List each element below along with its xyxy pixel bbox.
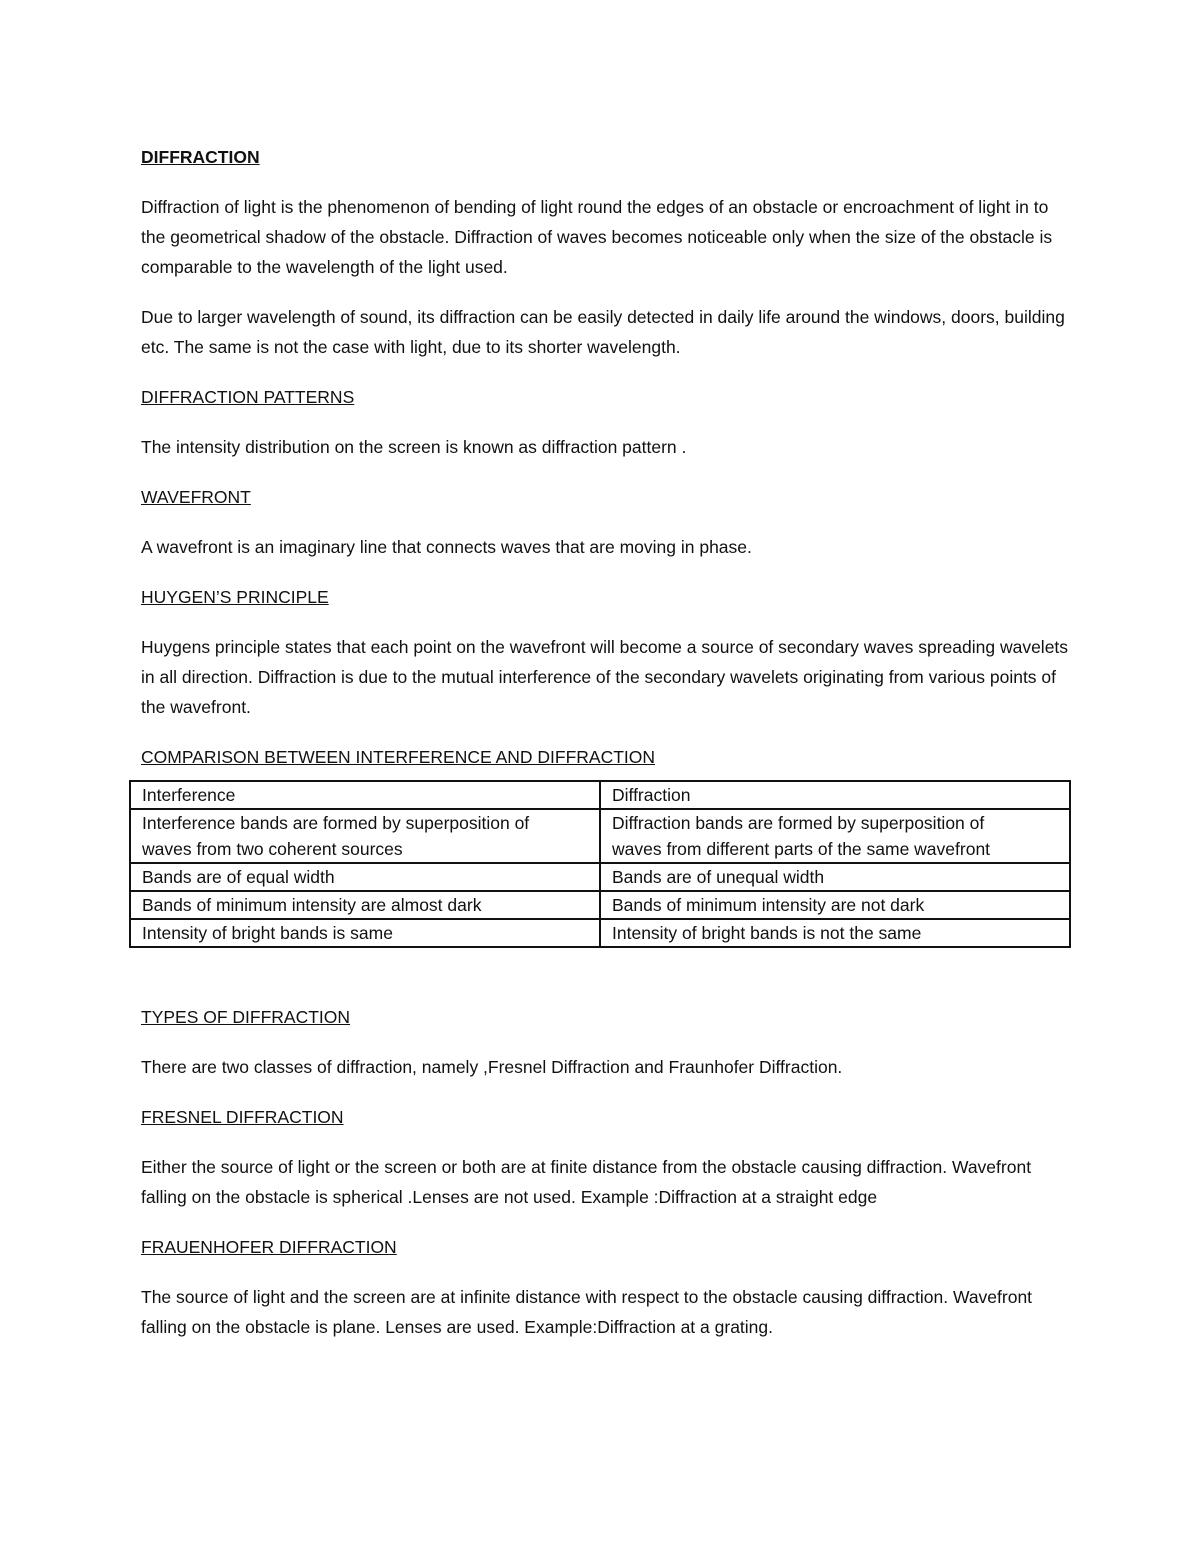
section-heading-types-of-diffraction: TYPES OF DIFFRACTION bbox=[141, 1007, 351, 1027]
table-cell-text: Interference bands are formed by superposition of waves from two coherent sources bbox=[142, 813, 530, 859]
table-header-interference: Interference bbox=[130, 781, 600, 809]
intro-paragraph-1: Diffraction of light is the phenomenon of bending of light round the edges of an obstacle or encroachment of light in to the geometrical shadow of the obstacle. Diffraction of waves becomes noticeable only when the size of the obstacle is comparable to the wavelength of the light used. bbox=[141, 197, 1053, 277]
section-heading-huygens-principle: HUYGEN’S PRINCIPLE bbox=[141, 587, 329, 607]
table-cell: Bands of minimum intensity are almost dark bbox=[130, 891, 600, 919]
intro-paragraph-2: Due to larger wavelength of sound, its diffraction can be easily detected in daily life around the windows, doors, building etc. The same is not the case with light, due to its shorter wavelength. bbox=[141, 307, 1065, 357]
table-cell: Bands are of unequal width bbox=[600, 863, 1070, 891]
section-text-frauenhofer-diffraction: The source of light and the screen are at infinite distance with respect to the obstacle causing diffraction. Wavefront falling on the obstacle is plane. Lenses are used. Example:Diffraction at a grating. bbox=[141, 1287, 1033, 1337]
table-cell bbox=[600, 809, 1070, 863]
section-text-fresnel-diffraction: Either the source of light or the screen or both are at finite distance from the obstacle causing diffraction. Wavefront falling on the obstacle is spherical .Lenses are not used. Example :Diffraction at a straight edge bbox=[141, 1157, 1032, 1207]
section-heading-frauenhofer-diffraction: FRAUENHOFER DIFFRACTION bbox=[141, 1237, 397, 1257]
section-heading-wavefront: WAVEFRONT bbox=[141, 487, 251, 507]
document-title: DIFFRACTION bbox=[141, 147, 260, 167]
table-cell: Bands of minimum intensity are not dark bbox=[600, 891, 1070, 919]
comparison-table-wrapper bbox=[129, 780, 1071, 948]
table-header-row bbox=[130, 781, 1070, 809]
comparison-table bbox=[129, 780, 1071, 948]
table-row bbox=[130, 809, 1070, 863]
table-header-diffraction: Diffraction bbox=[600, 781, 1070, 809]
section-heading-diffraction-patterns: DIFFRACTION PATTERNS bbox=[141, 387, 355, 407]
section-text-diffraction-patterns: The intensity distribution on the screen is known as diffraction pattern . bbox=[141, 437, 687, 457]
table-row bbox=[130, 863, 1070, 891]
table-cell-text: Diffraction bands are formed by superposition of waves from different parts of the same wavefront bbox=[612, 813, 991, 859]
section-text-types-of-diffraction: There are two classes of diffraction, namely ,Fresnel Diffraction and Fraunhofer Diffraction. bbox=[141, 1057, 843, 1077]
table-cell: Bands are of equal width bbox=[130, 863, 600, 891]
table-cell bbox=[130, 809, 600, 863]
table-row bbox=[130, 891, 1070, 919]
table-row bbox=[130, 919, 1070, 947]
table-cell: Intensity of bright bands is not the same bbox=[600, 919, 1070, 947]
section-text-wavefront: A wavefront is an imaginary line that connects waves that are moving in phase. bbox=[141, 537, 752, 557]
section-heading-fresnel-diffraction: FRESNEL DIFFRACTION bbox=[141, 1107, 344, 1127]
document-page bbox=[141, 142, 1071, 1362]
comparison-heading: COMPARISON BETWEEN INTERFERENCE AND DIFFRACTION bbox=[141, 747, 656, 767]
table-cell: Intensity of bright bands is same bbox=[130, 919, 600, 947]
section-text-huygens-principle: Huygens principle states that each point on the wavefront will become a source of secondary waves spreading wavelets in all direction. Diffraction is due to the mutual interference of the secondary wavelets originating from various points of the wavefront. bbox=[141, 637, 1069, 717]
